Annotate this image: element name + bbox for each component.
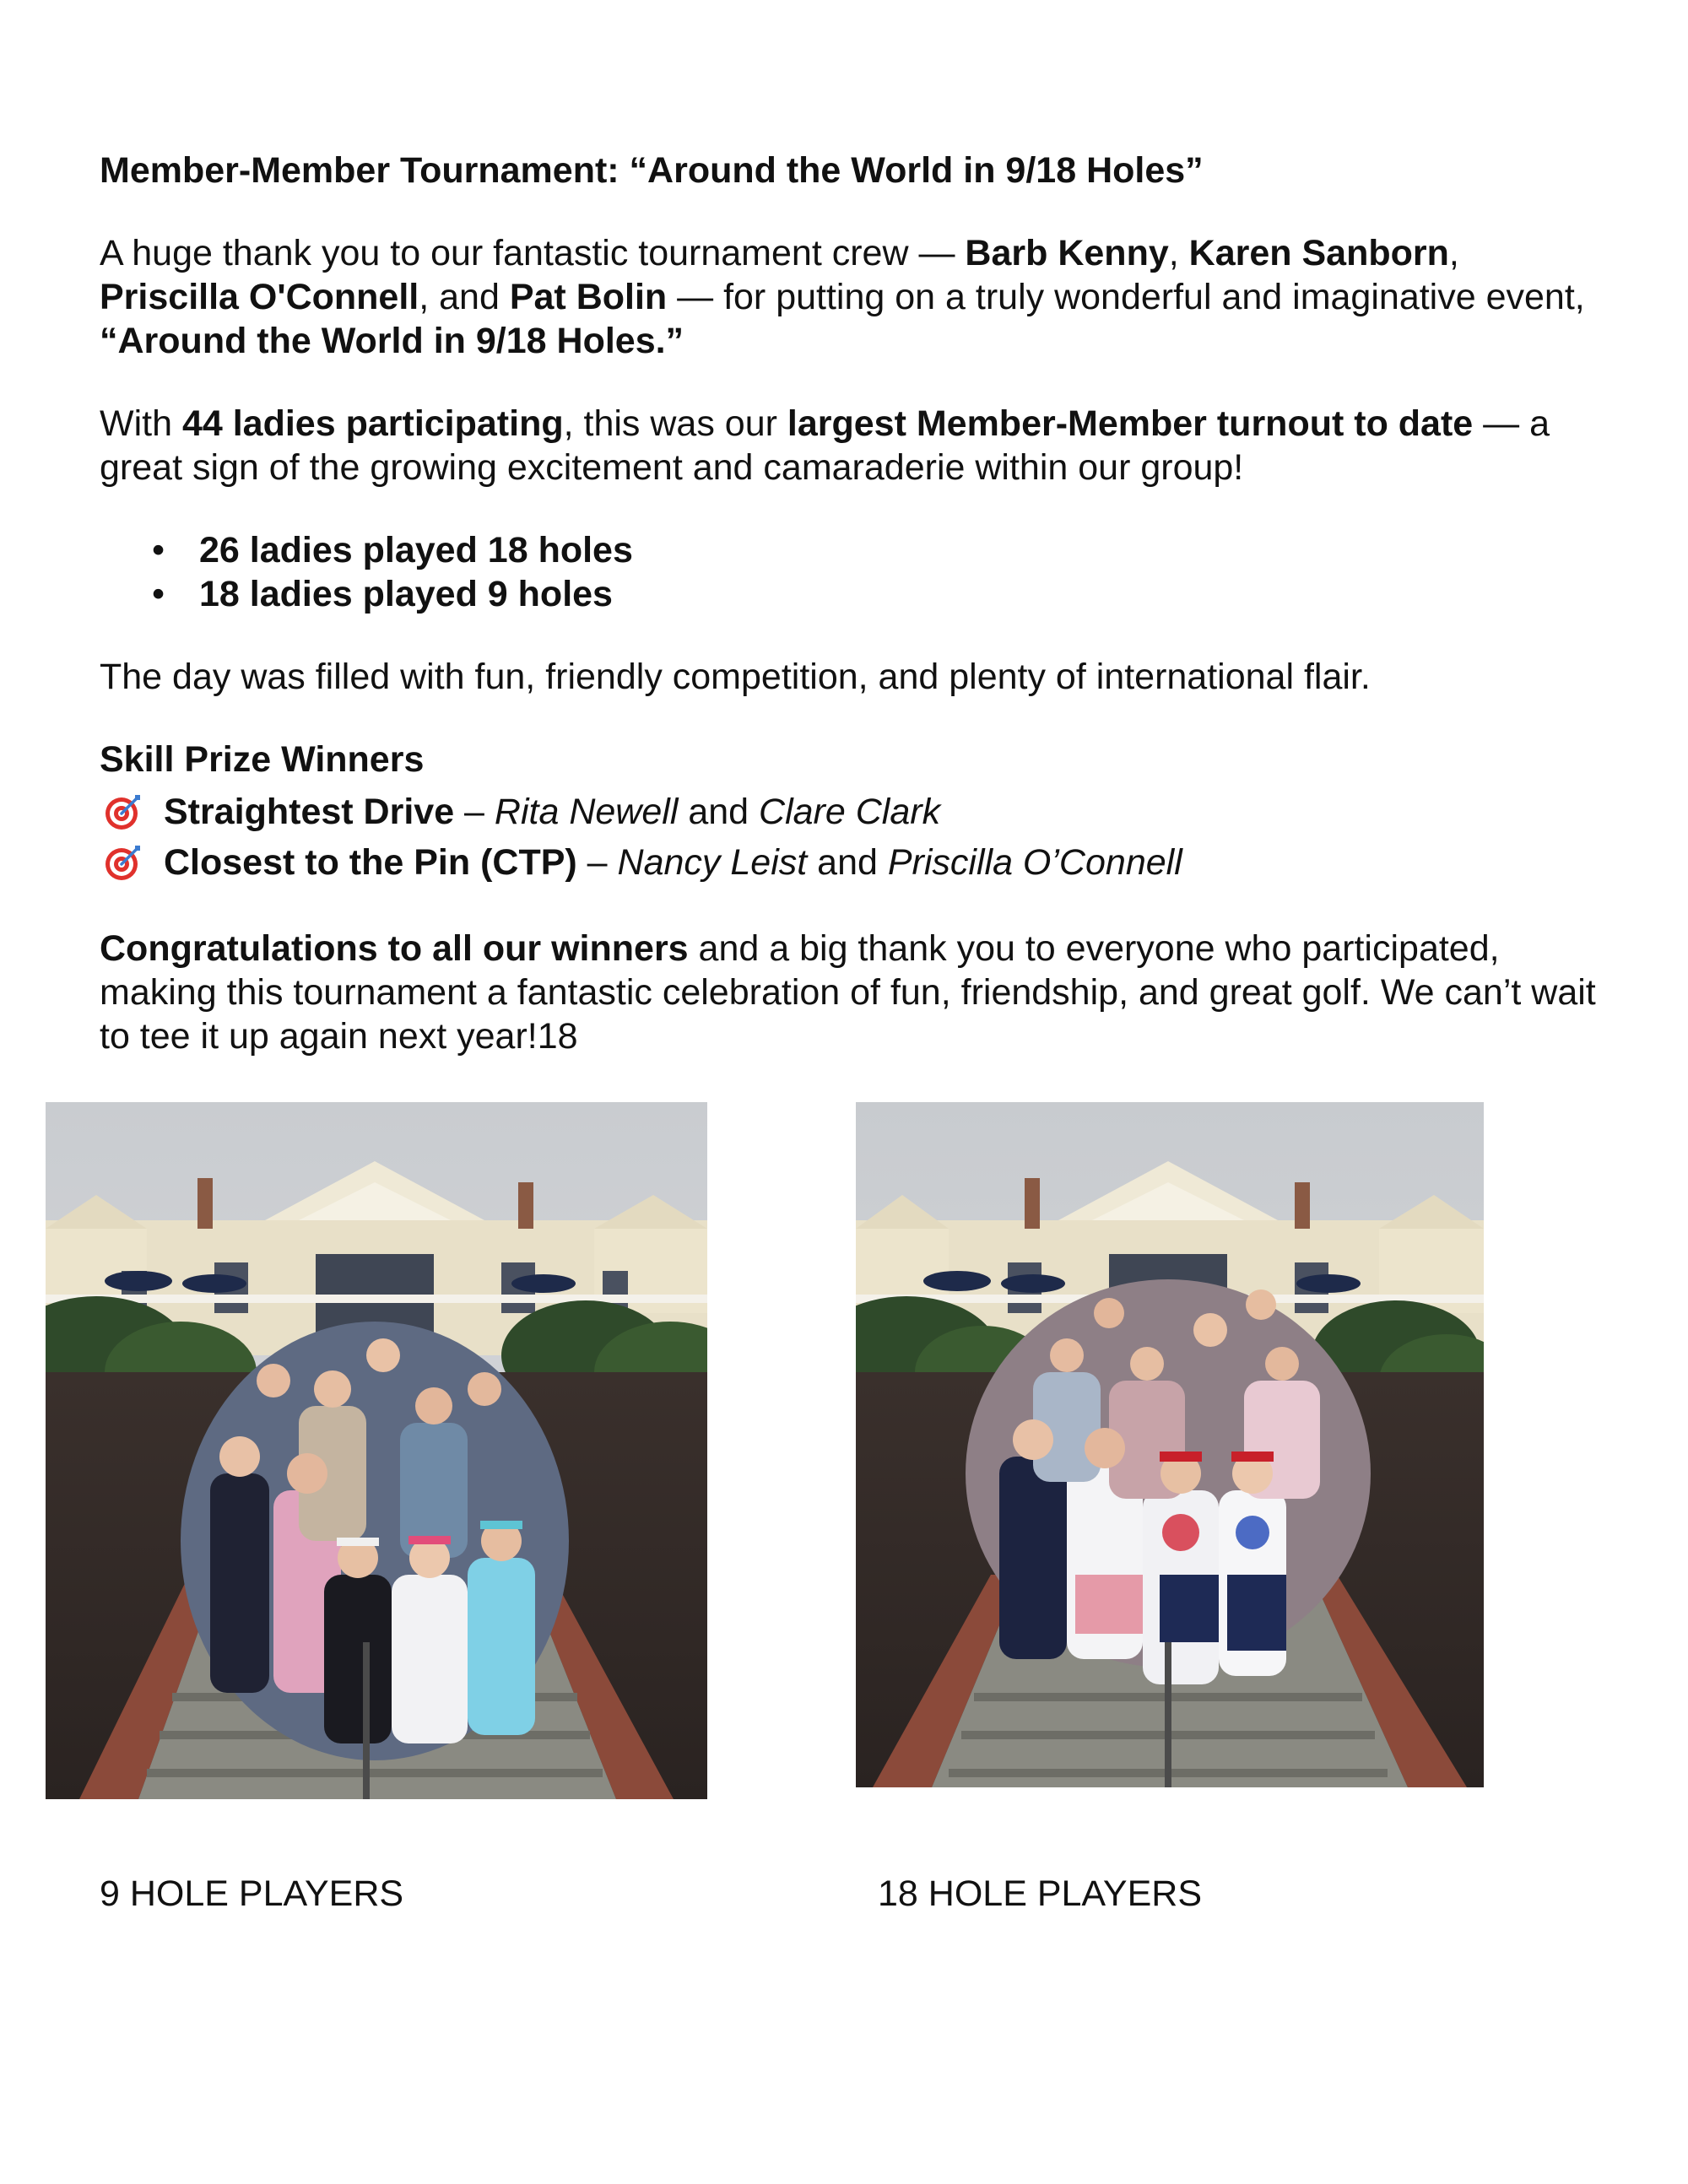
list-item-text: 26 ladies played 18 holes — [199, 530, 633, 570]
bullet-point: • — [152, 574, 165, 614]
closing-highlight: Congratulations to all our winners — [100, 928, 689, 969]
winner-and: and — [678, 792, 760, 832]
list-item — [100, 572, 1602, 616]
prize-name: Closest to the Pin (CTP) — [164, 842, 577, 883]
intro-text-2: — for putting on a truly wonderful and imaginative event, — [667, 277, 1585, 317]
prize-name: Straightest Drive — [164, 792, 455, 832]
day-paragraph: The day was filled with fun, friendly competition, and plenty of international flair. — [100, 657, 1371, 697]
winner-name: Nancy Leist — [617, 842, 808, 883]
crew-name-pat: Pat Bolin — [509, 277, 668, 317]
direct-hit-target-icon — [103, 842, 143, 883]
turnout-text-1: With — [100, 403, 182, 444]
direct-hit-target-icon — [103, 792, 143, 832]
crew-name-barb: Barb Kenny — [965, 233, 1169, 273]
group-photo-illustration — [46, 1102, 707, 1799]
article-title: Member-Member Tournament: “Around the World in 9/18 Holes” — [100, 150, 1204, 191]
list-item — [100, 528, 1602, 572]
intro-separator-2: , — [1448, 233, 1459, 273]
group-photo-9-hole-players — [46, 1102, 707, 1799]
intro-paragraph — [100, 231, 1602, 363]
intro-separator-1: , — [1168, 233, 1189, 273]
winner-and: and — [807, 842, 888, 883]
closing-paragraph — [100, 927, 1602, 1058]
crew-name-karen: Karen Sanborn — [1188, 233, 1449, 273]
bullet-point: • — [152, 530, 165, 570]
skill-prize-closest-to-pin — [100, 837, 1602, 888]
turnout-text-2: , this was our — [563, 403, 787, 444]
intro-text-1: A huge thank you to our fantastic tournament crew — — [100, 233, 966, 273]
skill-prize-straightest-drive — [100, 787, 1602, 837]
turnout-paragraph — [100, 402, 1602, 489]
player-count-list — [100, 528, 1602, 616]
article-body — [100, 149, 1602, 1097]
turnout-text-3: — a great sign of the growing excitement and camaraderie within our group! — [100, 403, 1550, 488]
prize-dash: – — [454, 792, 495, 832]
turnout-highlight: largest Member-Member turnout to date — [787, 403, 1474, 444]
winner-name: Priscilla O’Connell — [887, 842, 1182, 883]
winner-name: Clare Clark — [759, 792, 941, 832]
closing-text: and a big thank you to everyone who participated, making this tournament a fantastic celebration of fun, friendship, and great golf. We can’t wait to tee it up again next year!18 — [100, 928, 1596, 1057]
list-item-text: 18 ladies played 9 holes — [199, 574, 613, 614]
skill-prizes-section — [100, 738, 1602, 888]
intro-separator-3: , and — [419, 277, 510, 317]
prize-dash: – — [576, 842, 618, 883]
photo-caption-18-hole: 18 HOLE PLAYERS — [878, 1873, 1202, 1914]
crew-name-priscilla: Priscilla O'Connell — [100, 277, 419, 317]
winner-name: Rita Newell — [494, 792, 679, 832]
group-photo-illustration — [856, 1102, 1484, 1787]
group-photo-18-hole-players — [856, 1102, 1484, 1787]
participant-count: 44 ladies participating — [181, 403, 564, 444]
photo-caption-9-hole: 9 HOLE PLAYERS — [100, 1873, 404, 1914]
event-name: “Around the World in 9/18 Holes.” — [100, 321, 684, 361]
skill-prizes-heading: Skill Prize Winners — [100, 739, 425, 780]
